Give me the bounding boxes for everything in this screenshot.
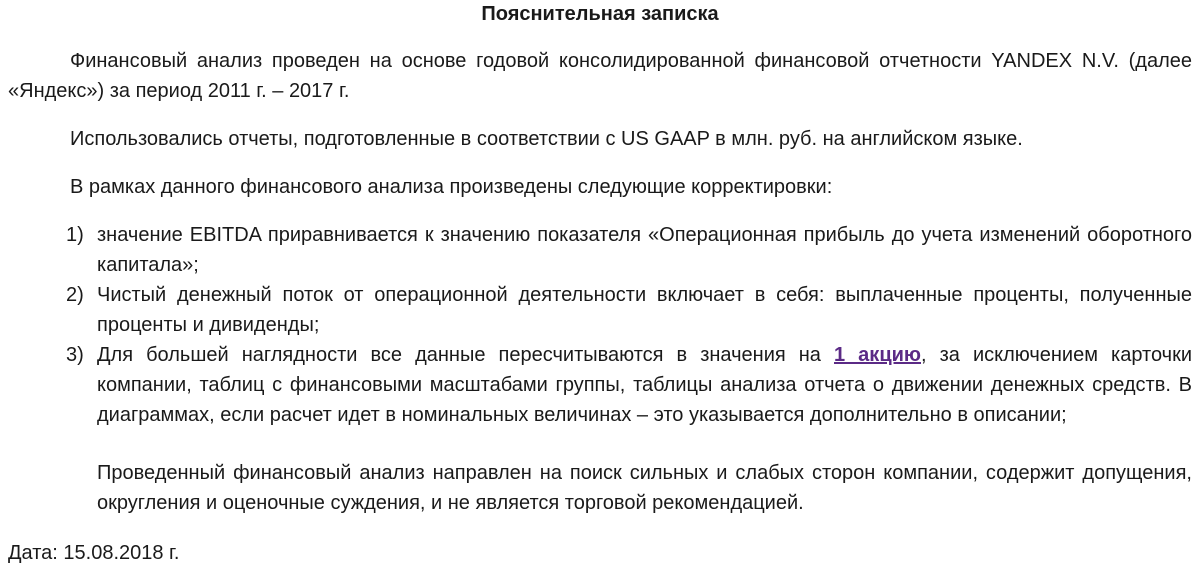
list-item [8, 340, 1192, 430]
adjustments-list [8, 220, 1192, 430]
reports-paragraph: Использовались отчеты, подготовленные в соответствии с US GAAP в млн. руб. на английском языке. [70, 128, 1023, 150]
list-item-text-after-link: , за исключением карточки компании, таблиц с финансовыми масштабами группы, таблицы анализа отчета о движении денежных средств. В диаграммах, если расчет идет в номинальных величинах – это указывается дополнительно в описании; [97, 344, 1193, 426]
adjustments-intro-paragraph: В рамках данного финансового анализа произведены следующие корректировки: [70, 176, 833, 198]
document-date: Дата: 15.08.2018 г. [8, 542, 180, 564]
list-item-number: 2) [66, 284, 84, 306]
list-item-text: значение EBITDA приравнивается к значению показателя «Операционная прибыль до учета изменений оборотного капитала»; [97, 224, 1192, 276]
disclaimer-paragraph: Проведенный финансовый анализ направлен на поиск сильных и слабых сторон компании, содержит допущения, округления и оценочные суждения, и не является торговой рекомендацией. [97, 462, 1192, 514]
list-item [8, 220, 1192, 280]
list-item-text: Чистый денежный поток от операционной деятельности включает в себя: выплаченные проценты, полученные проценты и дивиденды; [97, 284, 1192, 336]
document-title: Пояснительная записка [481, 3, 719, 25]
list-item-text-before-link: Для большей наглядности все данные пересчитываются в значения на [97, 344, 834, 366]
intro-paragraph: Финансовый анализ проведен на основе годовой консолидированной финансовой отчетности YANDEX N.V. (далее «Яндекс») за период 2011 г. – 2017 г. [8, 50, 1192, 102]
per-share-link[interactable]: 1 акцию [834, 344, 921, 366]
list-item-number: 1) [66, 224, 84, 246]
list-item [8, 280, 1192, 340]
list-item-number: 3) [66, 344, 84, 366]
